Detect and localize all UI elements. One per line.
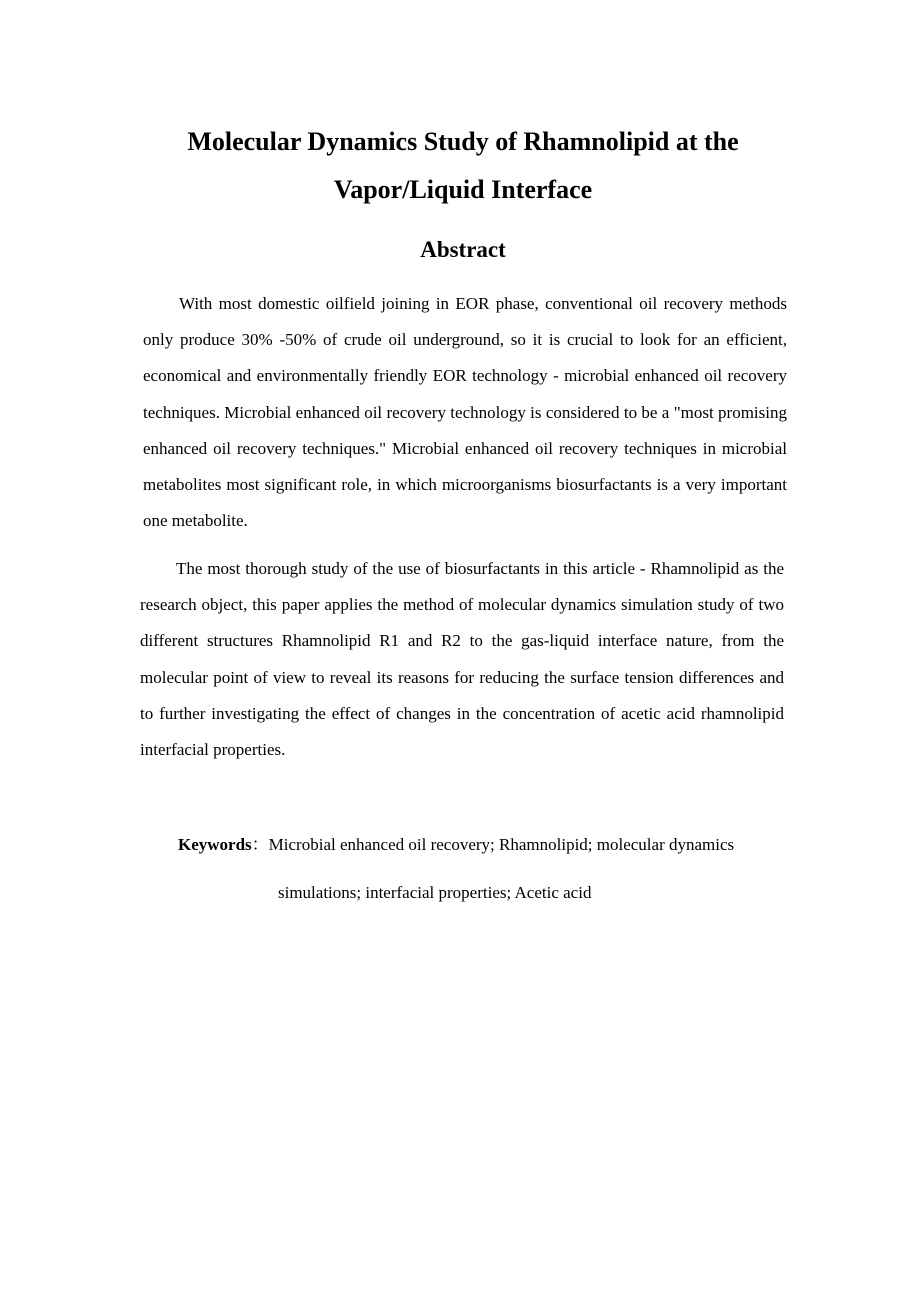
- keywords-block: [178, 829, 798, 902]
- abstract-paragraph-2: The most thorough study of the use of biosurfactants in this article - Rhamnolipid as the research object, this paper applies the method of molecular dynamics simulation study of two different structures Rhamnolipid R1 and R2 to the gas-liquid interface nature, from the molecular point of view to reveal its reasons for reducing the surface tension differences and to further investigating the effect of changes in the concentration of acetic acid rhamnolipid interfacial properties.: [140, 559, 784, 760]
- keywords-line-1: [178, 829, 798, 861]
- keywords-text-1: Microbial enhanced oil recovery; Rhamnolipid; molecular dynamics: [268, 835, 735, 854]
- keywords-label: Keywords: [178, 835, 252, 854]
- abstract-heading: Abstract: [420, 237, 506, 262]
- keywords-separator: ：: [251, 835, 269, 854]
- document-title: Molecular Dynamics Study of Rhamnolipid at the Vapor/Liquid Interface: [187, 127, 739, 204]
- abstract-paragraph-1: With most domestic oilfield joining in EOR phase, conventional oil recovery methods only produce 30% -50% of crude oil underground, so it is crucial to look for an efficient, economical and environmentally friendly EOR technology - microbial enhanced oil recovery techniques. Microbial enhanced oil recovery technology is considered to be a "most promising enhanced oil recovery techniques." Microbial enhanced oil recovery techniques in microbial metabolites most significant role, in which microorganisms biosurfactants is a very important one metabolite.: [143, 294, 787, 531]
- keywords-line-2: simulations; interfacial properties; Acetic acid: [278, 883, 592, 902]
